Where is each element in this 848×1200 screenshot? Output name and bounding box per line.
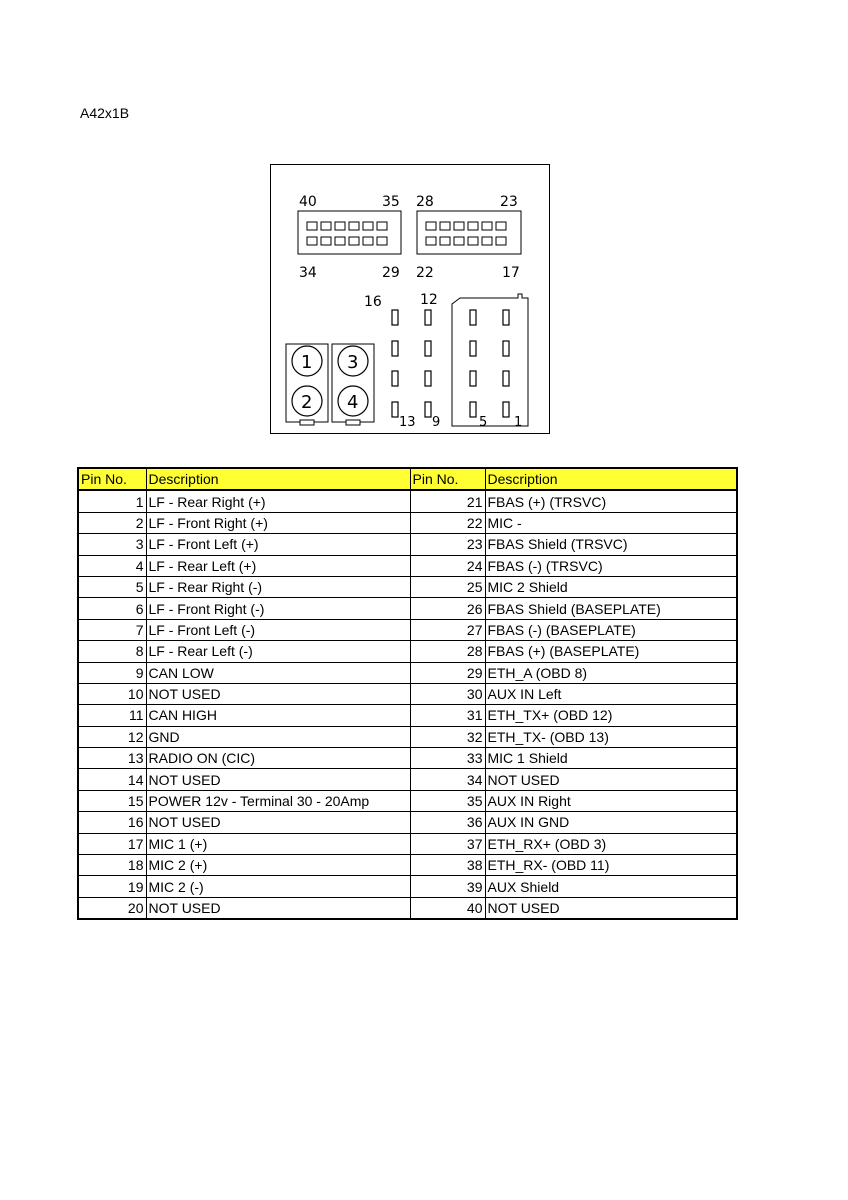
table-row: [78, 790, 737, 811]
pin-label-16: 16: [364, 294, 382, 310]
pin-description-right: MIC 2 Shield: [485, 576, 737, 597]
pin-number-left: 2: [78, 512, 146, 533]
pin-description-left: CAN HIGH: [146, 705, 410, 726]
pin-description-right: ETH_TX- (OBD 13): [485, 726, 737, 747]
table-row: [78, 812, 737, 833]
pin-number-left: 10: [78, 683, 146, 704]
pin-description-right: ETH_RX- (OBD 11): [485, 855, 737, 876]
pin-label-1: 1: [514, 415, 523, 430]
pin-label-28: 28: [416, 194, 434, 210]
header-description-right: Description: [485, 468, 737, 490]
pin-description-right: MIC 1 Shield: [485, 748, 737, 769]
pin-number-right: 21: [410, 490, 485, 512]
pin-number-left: 20: [78, 897, 146, 919]
document-title: A42x1B: [80, 105, 130, 121]
pin-description-left: NOT USED: [146, 897, 410, 919]
table-row: [78, 855, 737, 876]
table-row: [78, 748, 737, 769]
pin-number-right: 38: [410, 855, 485, 876]
pin-number-left: 4: [78, 555, 146, 576]
table-row: [78, 555, 737, 576]
pin-label-9: 9: [432, 415, 441, 430]
table-row: [78, 705, 737, 726]
pin-number-left: 12: [78, 726, 146, 747]
pin-description-right: NOT USED: [485, 897, 737, 919]
pin-number-right: 25: [410, 576, 485, 597]
pin-number-left: 19: [78, 876, 146, 897]
pin-block-right: [417, 211, 521, 254]
header-pin-no-left: Pin No.: [78, 468, 146, 490]
pin-description-left: LF - Rear Left (+): [146, 555, 410, 576]
pin-number-right: 31: [410, 705, 485, 726]
pin-description-left: LF - Front Left (+): [146, 534, 410, 555]
table-row: [78, 833, 737, 854]
pin-description-right: AUX IN Left: [485, 683, 737, 704]
pin-description-left: NOT USED: [146, 812, 410, 833]
table-row: [78, 598, 737, 619]
pin-number-left: 6: [78, 598, 146, 619]
pin-description-right: FBAS (+) (TRSVC): [485, 490, 737, 512]
pin-description-right: FBAS (-) (TRSVC): [485, 555, 737, 576]
pin-description-right: NOT USED: [485, 769, 737, 790]
table-row: [78, 534, 737, 555]
pin-number-left: 17: [78, 833, 146, 854]
pin-description-right: FBAS (-) (BASEPLATE): [485, 619, 737, 640]
pin-description-right: AUX IN GND: [485, 812, 737, 833]
pin-description-right: AUX Shield: [485, 876, 737, 897]
pin-number-left: 13: [78, 748, 146, 769]
table-row: [78, 576, 737, 597]
flat-pin-housing-right: [452, 294, 528, 426]
circle-label-2: 2: [301, 392, 313, 413]
pin-number-right: 29: [410, 662, 485, 683]
pin-description-right: AUX IN Right: [485, 790, 737, 811]
pin-number-left: 8: [78, 641, 146, 662]
table-row: [78, 769, 737, 790]
table-row: [78, 490, 737, 512]
pin-label-29: 29: [382, 265, 400, 281]
pin-number-right: 27: [410, 619, 485, 640]
pin-number-right: 22: [410, 512, 485, 533]
pin-label-12: 12: [420, 292, 438, 308]
pinout-table: [77, 467, 738, 920]
pin-number-right: 28: [410, 641, 485, 662]
table-row: [78, 619, 737, 640]
pin-label-40: 40: [299, 194, 317, 210]
pin-description-right: ETH_TX+ (OBD 12): [485, 705, 737, 726]
pin-label-5: 5: [479, 415, 488, 430]
pin-description-left: LF - Rear Right (+): [146, 490, 410, 512]
circle-label-1: 1: [301, 352, 313, 373]
connector-diagram: [270, 164, 550, 434]
pin-number-right: 30: [410, 683, 485, 704]
pin-description-left: NOT USED: [146, 683, 410, 704]
table-body: [78, 490, 737, 919]
table-row: [78, 641, 737, 662]
pin-description-right: ETH_A (OBD 8): [485, 662, 737, 683]
pin-description-right: ETH_RX+ (OBD 3): [485, 833, 737, 854]
pin-description-left: MIC 2 (-): [146, 876, 410, 897]
pin-description-left: MIC 1 (+): [146, 833, 410, 854]
pin-number-left: 15: [78, 790, 146, 811]
pin-description-left: GND: [146, 726, 410, 747]
pin-number-right: 26: [410, 598, 485, 619]
pin-number-left: 9: [78, 662, 146, 683]
pin-description-left: CAN LOW: [146, 662, 410, 683]
pin-number-left: 16: [78, 812, 146, 833]
connector-diagram-svg: [270, 164, 550, 434]
pin-description-left: MIC 2 (+): [146, 855, 410, 876]
pin-description-right: FBAS Shield (BASEPLATE): [485, 598, 737, 619]
table-row: [78, 897, 737, 919]
pin-number-left: 7: [78, 619, 146, 640]
pin-number-left: 3: [78, 534, 146, 555]
pin-description-right: FBAS Shield (TRSVC): [485, 534, 737, 555]
table-row: [78, 876, 737, 897]
pin-number-left: 18: [78, 855, 146, 876]
table-row: [78, 683, 737, 704]
table-row: [78, 512, 737, 533]
pin-description-left: POWER 12v - Terminal 30 - 20Amp: [146, 790, 410, 811]
pin-description-right: FBAS (+) (BASEPLATE): [485, 641, 737, 662]
pin-number-right: 35: [410, 790, 485, 811]
pin-label-35: 35: [382, 194, 400, 210]
pin-number-left: 1: [78, 490, 146, 512]
pin-description-left: LF - Front Right (+): [146, 512, 410, 533]
circle-label-3: 3: [347, 352, 359, 373]
pin-number-right: 33: [410, 748, 485, 769]
pin-description-left: LF - Front Right (-): [146, 598, 410, 619]
pin-number-right: 36: [410, 812, 485, 833]
table-header-row: [78, 468, 737, 490]
round-pin-housing-left: [286, 344, 328, 425]
pin-description-left: LF - Rear Left (-): [146, 641, 410, 662]
pin-number-right: 32: [410, 726, 485, 747]
table-row: [78, 662, 737, 683]
pin-label-22: 22: [416, 265, 434, 281]
pin-description-left: LF - Rear Right (-): [146, 576, 410, 597]
pin-description-right: MIC -: [485, 512, 737, 533]
pin-label-13: 13: [399, 415, 416, 430]
pin-label-17: 17: [502, 265, 520, 281]
pin-label-34: 34: [299, 265, 317, 281]
pin-block-left: [298, 211, 401, 254]
pin-number-right: 37: [410, 833, 485, 854]
table-row: [78, 726, 737, 747]
header-description-left: Description: [146, 468, 410, 490]
pin-label-23: 23: [500, 194, 518, 210]
pin-number-right: 40: [410, 897, 485, 919]
pin-number-right: 34: [410, 769, 485, 790]
pin-description-left: RADIO ON (CIC): [146, 748, 410, 769]
pin-number-left: 5: [78, 576, 146, 597]
pin-number-left: 14: [78, 769, 146, 790]
pin-number-right: 39: [410, 876, 485, 897]
pin-number-right: 23: [410, 534, 485, 555]
round-pin-housing-right: [332, 344, 374, 425]
circle-label-4: 4: [347, 392, 359, 413]
pin-number-right: 24: [410, 555, 485, 576]
header-pin-no-right: Pin No.: [410, 468, 485, 490]
pin-description-left: NOT USED: [146, 769, 410, 790]
pin-number-left: 11: [78, 705, 146, 726]
pin-description-left: LF - Front Left (-): [146, 619, 410, 640]
